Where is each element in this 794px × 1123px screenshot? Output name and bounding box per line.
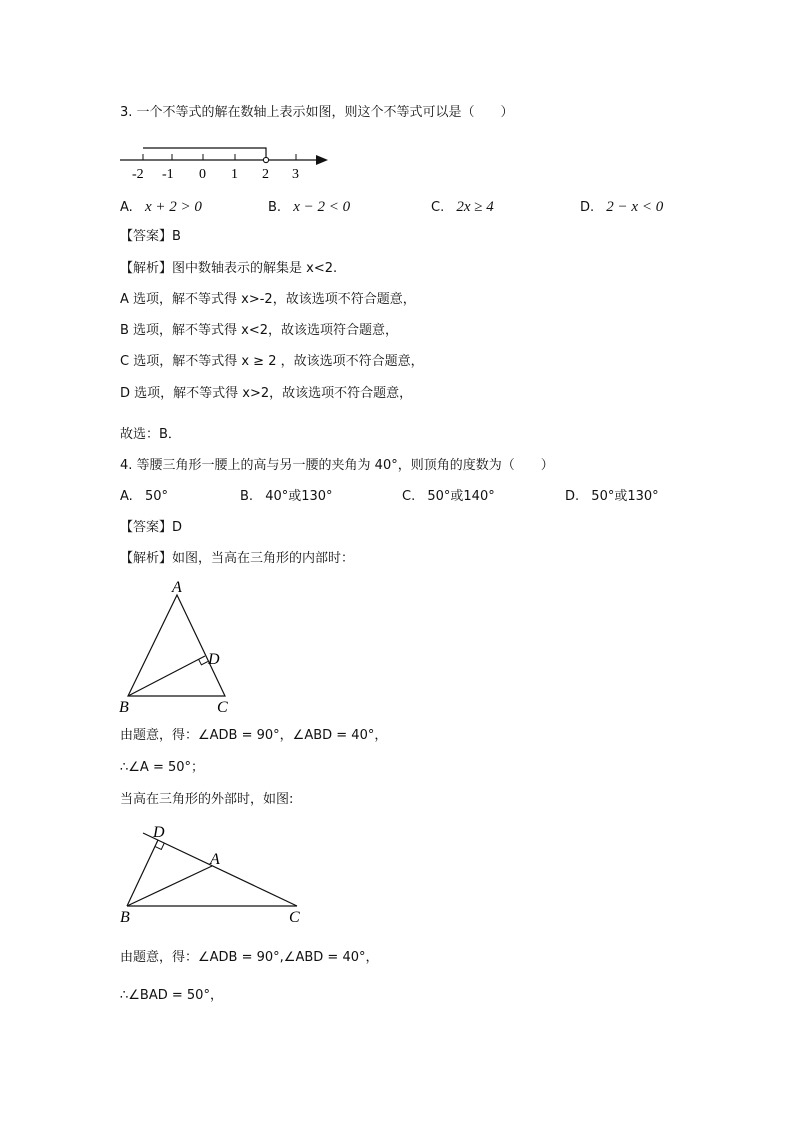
vertex-label-a: A — [210, 851, 220, 868]
option-expr: 50°或130° — [591, 489, 659, 504]
altitude-bd — [128, 656, 205, 696]
q4-stem: 4. 等腰三角形一腰上的高与另一腰的夹角为 40°，则顶角的度数为（ ） — [120, 458, 554, 473]
tick-label: -2 — [132, 167, 144, 182]
q3-analysis-line: B 选项，解不等式得 x<2，故该选项符合题意， — [120, 323, 399, 338]
triangle-abc — [128, 595, 225, 696]
q4-step-1: 由题意，得：∠ADB = 90°，∠ABD = 40°， — [120, 728, 388, 743]
option-label: C. — [431, 200, 445, 215]
option-label: A. — [120, 200, 133, 215]
vertex-label-c: C — [289, 909, 300, 926]
option-expr: 50° — [144, 489, 168, 504]
right-angle-icon — [199, 659, 208, 665]
q3-analysis-line: C 选项，解不等式得 x ≥ 2 ，故该选项不符合题意， — [120, 354, 424, 369]
vertex-label-b: B — [120, 909, 130, 926]
tick-label: 1 — [231, 167, 238, 182]
tick-label: 3 — [292, 167, 299, 182]
option-label: C. — [402, 489, 416, 504]
solution-bracket — [143, 148, 266, 160]
q4-step-4: ∴∠BAD = 50°， — [120, 988, 223, 1003]
q4-option-b — [240, 488, 333, 506]
q3-option-d — [580, 198, 663, 217]
vertex-label-c: C — [217, 699, 228, 716]
open-point-marker — [263, 157, 268, 162]
q4-option-a — [120, 488, 168, 506]
q4-analysis-intro: 【解析】如图，当高在三角形的内部时： — [120, 551, 355, 566]
axis-arrow-icon — [316, 155, 328, 165]
q4-option-c — [402, 488, 495, 506]
vertex-label-d: D — [208, 651, 220, 668]
tick-label: 0 — [199, 167, 206, 182]
q3-option-c — [431, 198, 494, 217]
option-expr: x + 2 > 0 — [144, 199, 202, 215]
q3-conclusion: 故选：B． — [120, 427, 181, 442]
option-label: D. — [565, 489, 580, 504]
side-ab — [127, 866, 212, 906]
option-label: D. — [580, 200, 595, 215]
q4-case2-intro: 当高在三角形的外部时，如图: — [120, 792, 294, 807]
q3-analysis-line: A 选项，解不等式得 x>-2，故该选项不符合题意， — [120, 292, 416, 307]
q4-option-d — [565, 488, 659, 506]
triangle-figure-outside — [115, 818, 315, 928]
side-cd-extended — [143, 833, 297, 906]
option-expr: 40°或130° — [265, 489, 333, 504]
option-expr: x − 2 < 0 — [293, 199, 351, 215]
vertex-label-a: A — [172, 579, 182, 596]
vertex-label-d: D — [153, 824, 165, 841]
altitude-bd — [127, 840, 158, 906]
q3-analysis-line: D 选项，解不等式得 x>2，故该选项不符合题意， — [120, 386, 413, 401]
q3-option-a — [120, 198, 202, 217]
q3-answer: 【答案】B — [120, 229, 181, 244]
tick-label: 2 — [262, 167, 269, 182]
option-expr: 50°或140° — [427, 489, 495, 504]
q4-answer: 【答案】D — [120, 520, 183, 535]
triangle-figure-inside — [115, 575, 255, 715]
q3-option-b — [268, 198, 350, 217]
tick-label: -1 — [162, 167, 174, 182]
q3-stem: 3. 一个不等式的解在数轴上表示如图，则这个不等式可以是（ ） — [120, 105, 514, 120]
option-expr: 2x ≥ 4 — [456, 199, 494, 215]
option-label: A. — [120, 489, 133, 504]
q4-step-3: 由题意，得：∠ADB = 90°,∠ABD = 40°， — [120, 950, 379, 965]
vertex-label-b: B — [119, 699, 129, 716]
q4-step-2: ∴∠A = 50°； — [120, 760, 205, 775]
option-label: B. — [240, 489, 254, 504]
number-line-figure — [115, 140, 335, 185]
option-expr: 2 − x < 0 — [606, 199, 664, 215]
q3-analysis-line: 【解析】图中数轴表示的解集是 x<2. — [120, 261, 338, 276]
option-label: B. — [268, 200, 282, 215]
